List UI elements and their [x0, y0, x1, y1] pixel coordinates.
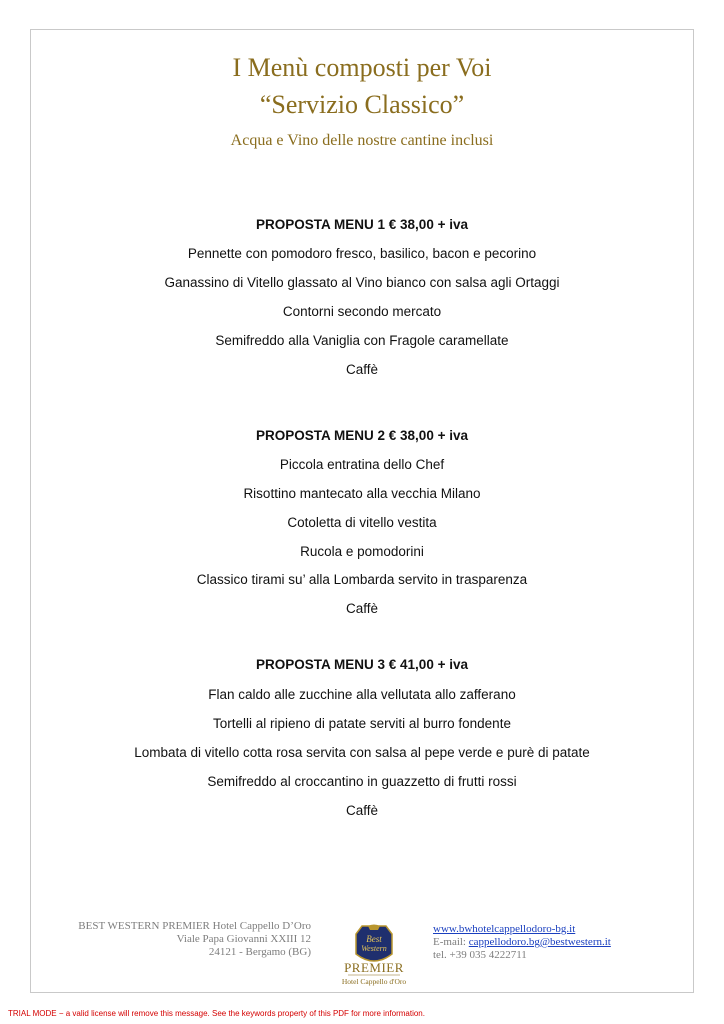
best-western-premier-logo	[334, 924, 414, 990]
trial-mode-notice: TRIAL MODE − a valid license will remove this message. See the keywords property of this PDF for more information.	[8, 1009, 425, 1018]
svg-text:Best: Best	[366, 934, 382, 944]
website-link[interactable]: www.bwhotelcappellodoro-bg.it	[433, 923, 576, 935]
included-note: Acqua e Vino delle nostre cantine inclusi	[230, 132, 494, 149]
menu-1-item: Ganassino di Vitello glassato al Vino bianco con salsa agli Ortaggi	[164, 275, 560, 290]
menu-3-item: Caffè	[345, 803, 379, 818]
menu-2-item: Risottino mantecato alla vecchia Milano	[243, 486, 481, 501]
hotel-contacts-block	[433, 923, 611, 962]
page-subtitle-title: “Servizio Classico”	[259, 90, 465, 119]
email-label: E-mail:	[433, 936, 469, 948]
menu-3-item: Semifreddo al croccantino in guazzetto di frutti rossi	[207, 774, 517, 789]
phone-number: tel. +39 035 4222711	[433, 949, 527, 961]
hotel-address-block	[60, 920, 311, 959]
menu-2-item: Piccola entratina dello Chef	[279, 457, 445, 472]
svg-text:Western: Western	[361, 944, 387, 953]
menu-1-item: Contorni secondo mercato	[282, 304, 442, 319]
menu-2-item: Cotoletta di vitello vestita	[287, 515, 437, 530]
page-border	[30, 29, 694, 993]
menu-1-item: Caffè	[345, 362, 379, 377]
menu-2-item: Rucola e pomodorini	[300, 544, 424, 559]
menu-2-item: Caffè	[345, 601, 379, 616]
menu-2-item: Classico tirami su’ alla Lombarda servito in trasparenza	[196, 572, 528, 587]
svg-text:Hotel Cappello d'Oro: Hotel Cappello d'Oro	[341, 977, 407, 986]
menu-3-heading: PROPOSTA MENU 3 € 41,00 + iva	[256, 657, 468, 672]
menu-2-heading: PROPOSTA MENU 2 € 38,00 + iva	[256, 428, 468, 443]
menu-1-item: Semifreddo alla Vaniglia con Fragole caramellate	[215, 333, 509, 348]
svg-text:PREMIER: PREMIER	[344, 960, 404, 975]
menu-3-item: Lombata di vitello cotta rosa servita con salsa al pepe verde e purè di patate	[134, 745, 590, 760]
menu-1-item: Pennette con pomodoro fresco, basilico, bacon e pecorino	[187, 246, 537, 261]
hotel-name: BEST WESTERN PREMIER Hotel Cappello D’Oro	[78, 920, 311, 932]
hotel-street: Viale Papa Giovanni XXIII 12	[176, 933, 311, 945]
page-title: I Menù composti per Voi	[232, 53, 492, 82]
menu-3-item: Tortelli al ripieno di patate serviti al burro fondente	[213, 716, 511, 731]
menu-3-item: Flan caldo alle zucchine alla vellutata allo zafferano	[208, 687, 516, 702]
hotel-city: 24121 - Bergamo (BG)	[208, 946, 311, 958]
menu-1-heading: PROPOSTA MENU 1 € 38,00 + iva	[256, 217, 468, 232]
email-link[interactable]: cappellodoro.bg@bestwestern.it	[468, 936, 611, 948]
